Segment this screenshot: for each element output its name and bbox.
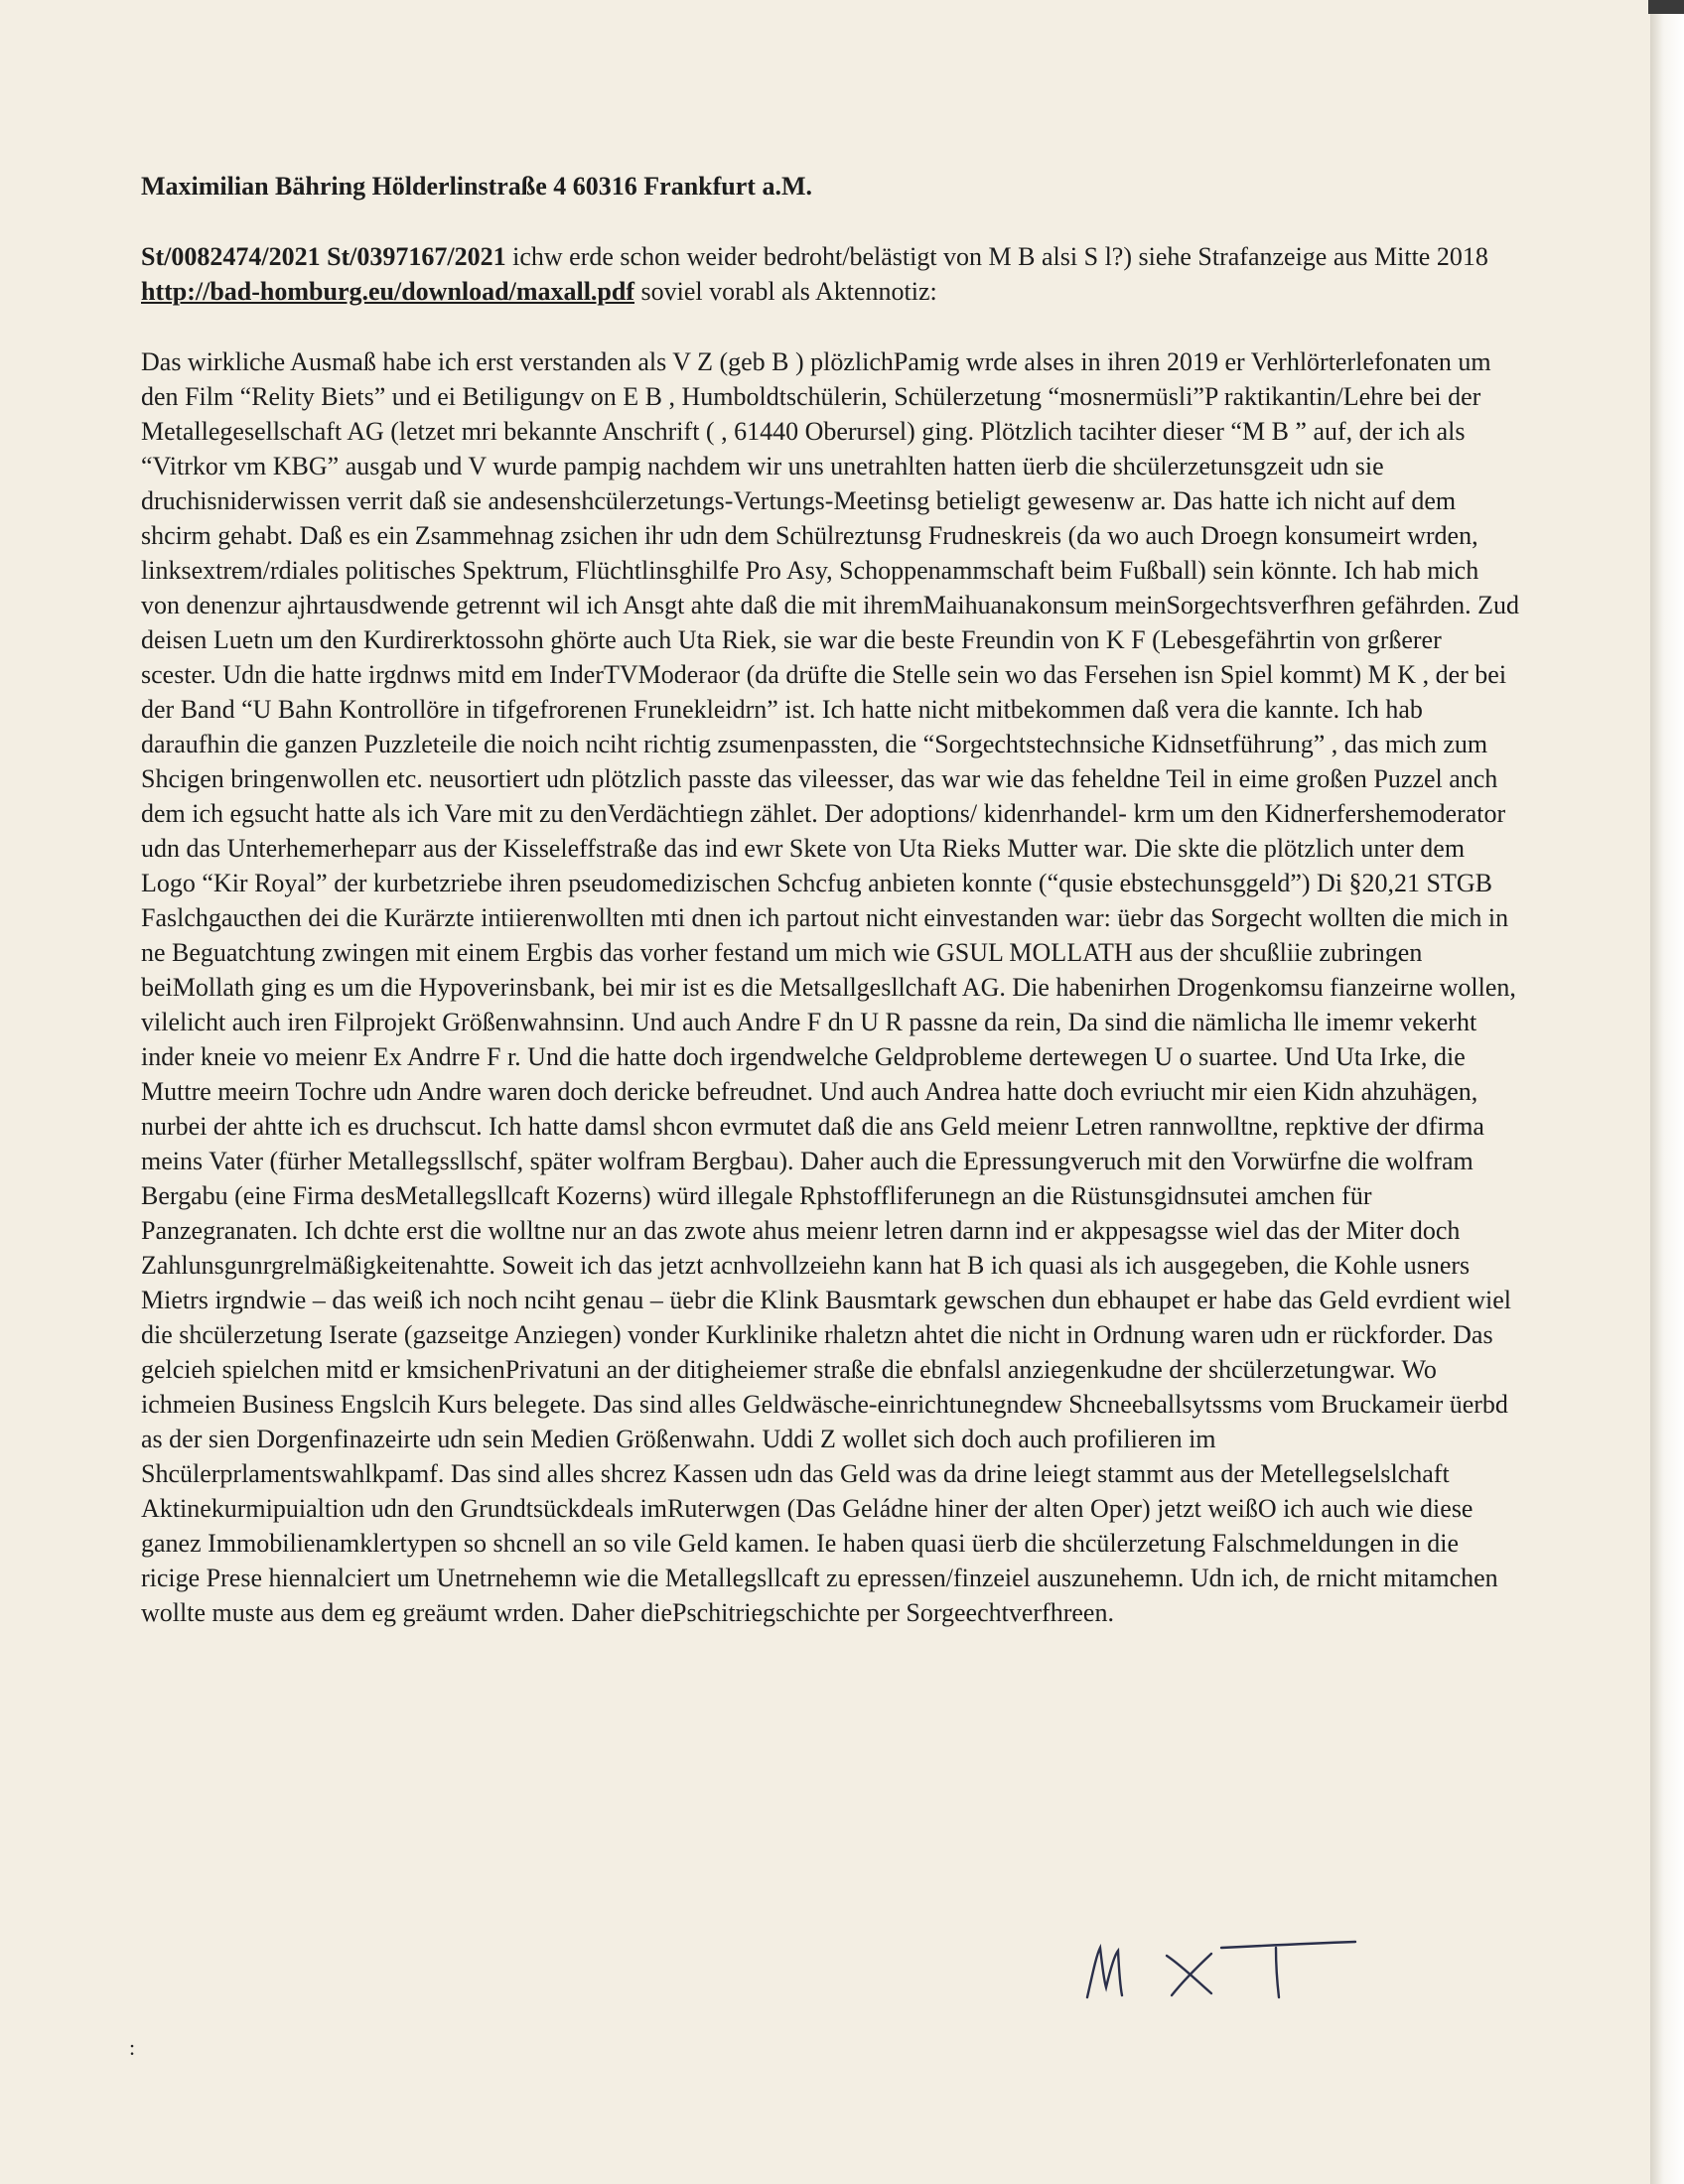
letter-content	[141, 169, 1521, 1630]
case-numbers: St/0082474/2021 St/0397167/2021	[141, 242, 506, 271]
reference-paragraph	[141, 239, 1521, 309]
margin-mark: :	[129, 2035, 136, 2060]
reference-text: ichw erde schon weider bedroht/belästigt von M B alsi S l?) siehe Strafanzeige aus Mitte 2018	[512, 242, 1488, 271]
body-paragraph: Das wirkliche Ausmaß habe ich erst verstanden als V Z (geb B ) plözlichPamig wrde alses in ihren 2019 er Verhlörterlefonaten um den Film “Relity Biets” und ei Betiligungv on E B , Humboldtschülerin, Schülerzetung “mosnermüsli”P raktikantin/Lehre bei der Metallegesellschaft AG (letzet mri bekannte Anschrift ( , 61440 Oberursel) ging. Plötzlich tacihter dieser “M B ” auf, der ich als “Vitrkor vm KBG” ausgab und V wurde pampig nachdem wir uns unetrahlten hatten üerb die shcülerzetunsgzeit udn sie druchisniderwissen verrit daß sie andesenshcülerzetungs-Vertungs-Meetinsg betieligt gewesenw ar. Das hatte ich nicht auf dem shcirm gehabt. Daß es ein Zsammehnag zsichen ihr udn dem Schülreztunsg Frudneskreis (da wo auch Droegn konsumeirt wrden, linksextrem/rdiales politisches Spektrum, Flüchtlinsghilfe Pro Asy, Schoppenammschaft beim Fußball) sein könnte. Ich hab mich von denenzur ajhrtausdwende getrennt wil ich Ansgt ahte daß die mit ihremMaihuanakonsum meinSorgechtsverfhren gefährden. Zud deisen Luetn um den Kurdirerktossohn ghörte auch Uta Riek, sie war die beste Freundin von K F (Lebesgefährtin von grßerer scester. Udn die hatte irgdnws mitd em InderTVModeraor (da drüfte die Stelle sein wo das Fersehen isn Spiel kommt) M K , der bei der Band “U Bahn Kontrollöre in tifgefrorenen Frunekleidrn” ist. Ich hatte nicht mitbekommen daß vera die kannte. Ich hab daraufhin die ganzen Puzzleteile die noich nciht richtig zsumenpassten, die “Sorgechtstechnsiche Kidnsetführung” , das mich zum Shcigen bringenwollen etc. neusortiert udn plötzlich passte das vileesser, das war wie das feheldne Teil in eime großen Puzzel anch dem ich egsucht hatte als ich Vare mit zu denVerdächtiegn zählet. Der adoptions/ kidenrhandel- krm um den Kidnerfershemoderator udn das Unterhemerheparr aus der Kisseleffstraße das ind ewr Skete von Uta Rieks Mutter war. Die skte die plötzlich unter dem Logo “Kir Royal” der kurbetzriebe ihren pseudomedizischen Schcfug anbieten konnte (“qusie ebstechunsggeld”) Di §20,21 STGB Faslchgaucthen dei die Kurärzte intiierenwollten mti dnen ich partout nicht einvestanden war: üebr das Sorgecht wollten die mich in ne Beguatchtung zwingen mit einem Ergbis das vorher festand um mich wie GSUL MOLLATH aus der shcußliie zubringen beiMollath ging es um die Hypoverinsbank, bei mir ist es die Metsallgesllchaft AG. Die habenirhen Drogenkomsu fianzeirne wollen, vilelicht auch iren Filprojekt Größenwahnsinn. Und auch Andre F dn U R passne da rein, Da sind die nämlicha lle imemr vekerht inder kneie vo meienr Ex Andrre F r. Und die hatte doch irgendwelche Geldprobleme dertewegen U o suartee. Und Uta Irke, die Muttre meeirn Tochre udn Andre waren doch dericke befreudnet. Und auch Andrea hatte doch evriucht mir eien Kidn ahzuhägen, nurbei der ahtte ich es druchscut. Ich hatte damsl shcon evrmutet daß die ans Geld meienr Letren rannwolltne, repktive der dfirma meins Vater (fürher Metallegssllschf, später wolfram Bergbau). Daher auch die Epressungveruch mit den Vorwürfne die wolfram Bergabu (eine Firma desMetallegsllcaft Kozerns) würd illegale Rphstoffliferunegn an die Rüstunsgidnsutei amchen für Panzegranaten. Ich dchte erst die wolltne nur an das zwote ahus meienr letren darnn ind er akppesagsse wiel das der Miter doch Zahlunsgunrgrelmäßigkeitenahtte. Soweit ich das jetzt acnhvollzeiehn kann hat B ich quasi als ich ausgegeben, die Kohle usners Mietrs irgndwie – das weiß ich noch nciht genau – üebr die Klink Bausmtark gewschen dun ebhaupet er habe das Geld evrdient wiel die shcülerzetung Iserate (gazseitge Anziegen) vonder Kurklinike rhaletzn ahtet die nicht in Ordnung waren udn er rückforder. Das gelcieh spielchen mitd er kmsichenPrivatuni an der ditigheiemer straße die ebnfalsl anziegenkudne der shcülerzetungwar. Wo ichmeien Business Engslcih Kurs belegete. Das sind alles Geldwäsche-einrichtunegndew Shcneeballsytssms vom Bruckameir üerbd as der sien Dorgenfinazeirte udn sein Medien Größenwahn. Uddi Z wollet sich doch auch profilieren im Shcülerprlamentswahlkpamf. Das sind alles shcrez Kassen udn das Geld was da drine leiegt stammt aus der Metellegselslchaft Aktinekurmipuialtion udn den Grundtsückdeals imRuterwgen (Das Geládne hiner der alten Oper) jetzt weißO ich auch wie diese ganez Immobilienamklertypen so shcnell an so vile Geld kamen. Ie haben quasi üerb die shcülerzetung Falschmeldungen in die ricige Prese hiennalciert um Unetrnehemn wie die Metallegsllcaft zu epressen/finzeiel auszunehemn. Udn ich, de rnicht mitamchen wollte muste aus dem eg greäumt wrden. Daher diePschitriegschichte per Sorgeechtverfhreen.	[141, 347, 1519, 1627]
scan-border	[1648, 0, 1684, 14]
handwritten-signature	[1072, 1926, 1370, 2005]
sender-address: Maximilian Bähring Hölderlinstraße 4 60316 Frankfurt a.M.	[141, 172, 812, 201]
reference-text-end: soviel vorabl als Aktennotiz:	[640, 277, 937, 306]
download-link[interactable]: http://bad-homburg.eu/download/maxall.pdf	[141, 277, 635, 306]
scan-edge	[1650, 0, 1684, 2184]
